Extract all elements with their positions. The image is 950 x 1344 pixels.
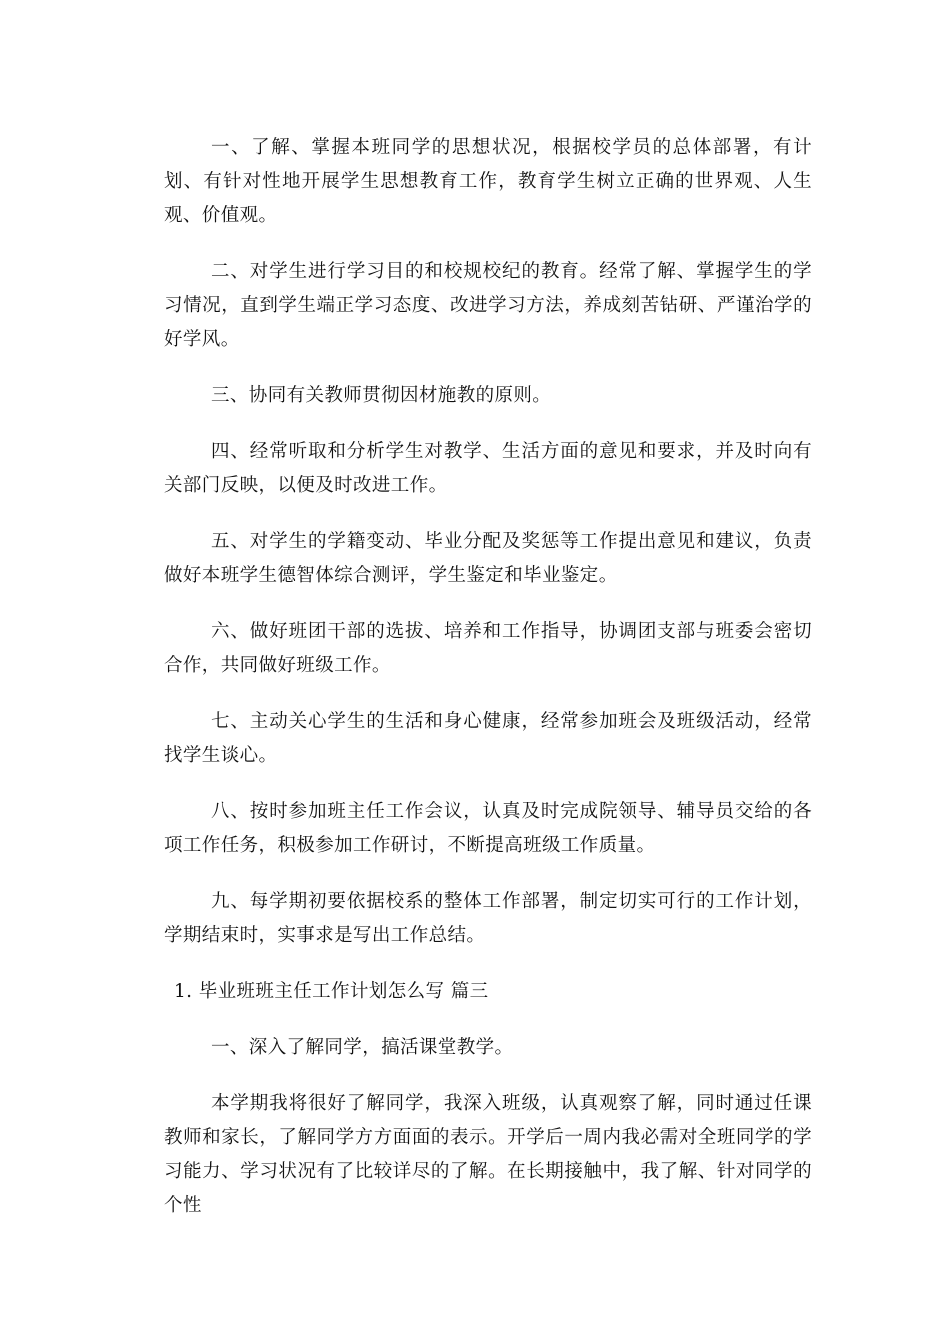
section-subheading: 一、深入了解同学，搞活课堂教学。	[211, 1037, 514, 1058]
paragraph-item-4: 四、经常听取和分析学生对教学、生活方面的意见和要求，并及时向有关部门反映，以便及时改进工作。	[164, 441, 812, 496]
paragraph-item-8: 八、按时参加班主任工作会议，认真及时完成院领导、辅导员交给的各项工作任务，积极参加工作研讨，不断提高班级工作质量。	[164, 801, 812, 856]
document-body	[164, 131, 812, 1245]
paragraph-item-1: 一、了解、掌握本班同学的思想状况，根据校学员的总体部署，有计划、有针对性地开展学生思想教育工作，教育学生树立正确的世界观、人生观、价值观。	[164, 137, 812, 226]
paragraph-item-3: 三、协同有关教师贯彻因材施教的原则。	[211, 385, 552, 406]
paragraph-item-6: 六、做好班团干部的选拔、培养和工作指导，协调团支部与班委会密切合作，共同做好班级工作。	[164, 621, 812, 676]
section-heading: 1. 毕业班班主任工作计划怎么写 篇三	[174, 981, 489, 1002]
paragraph-item-2: 二、对学生进行学习目的和校规校纪的教育。经常了解、掌握学生的学习情况，直到学生端正学习态度、改进学习方法，养成刻苦钻研、严谨治学的好学风。	[164, 261, 812, 350]
paragraph-item-5: 五、对学生的学籍变动、毕业分配及奖惩等工作提出意见和建议，负责做好本班学生德智体综合测评，学生鉴定和毕业鉴定。	[164, 531, 812, 586]
paragraph-item-9: 九、每学期初要依据校系的整体工作部署，制定切实可行的工作计划，学期结束时，实事求是写出工作总结。	[164, 891, 812, 946]
body-paragraph: 本学期我将很好了解同学，我深入班级，认真观察了解，同时通过任课教师和家长，了解同学方方面面的表示。开学后一周内我必需对全班同学的学习能力、学习状况有了比较详尽的了解。在长期接触中，我了解、针对同学的个性	[164, 1093, 812, 1216]
paragraph-item-7: 七、主动关心学生的生活和身心健康，经常参加班会及班级活动，经常找学生谈心。	[164, 711, 812, 766]
